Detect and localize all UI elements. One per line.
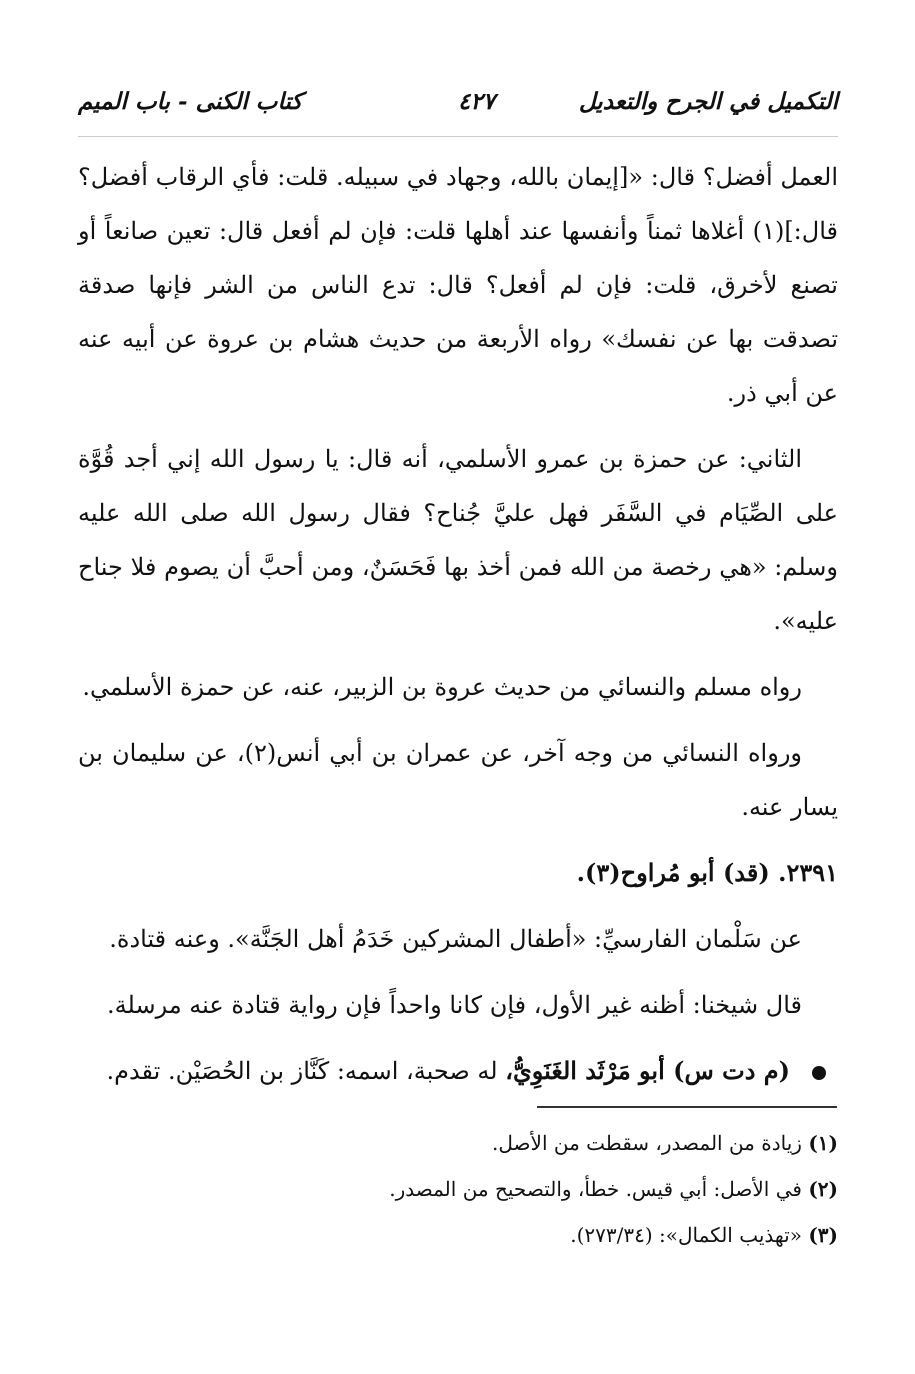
footnotes [78, 1120, 838, 1258]
header-section-title: كتاب الكنى - باب الميم [78, 88, 303, 115]
footnote-number: (٣) [808, 1223, 838, 1247]
paragraph-narration-muslim: رواه مسلم والنسائي من حديث عروة بن الزبير، عنه، عن حمزة الأسلمي. [82, 673, 802, 701]
main-text [78, 150, 838, 1110]
footnote-number: (١) [808, 1131, 838, 1155]
running-header [78, 88, 838, 128]
footnote-1 [78, 1120, 838, 1166]
header-divider [78, 136, 838, 137]
footnote-3 [78, 1212, 838, 1258]
bullet-entry [78, 1044, 838, 1098]
paragraph-second-hadith: الثاني: عن حمزة بن عمرو الأسلمي، أنه قال: يا رسول الله إني أجد قُوَّة على الصِّيَام في السَّفَر فهل عليَّ جُناح؟ فقال رسول الله صلى الله عليه وسلم: «هي رخصة من الله فمن أخذ بها فَحَسَنٌ، ومن أحبَّ أن يصوم فلا جناح عليه». [78, 445, 838, 635]
bullet-entry-title: (م دت س) أبو مَرْثَد الغَنَوِيُّ، [505, 1056, 790, 1085]
header-page-number: ٤٢٧ [458, 88, 496, 115]
paragraph-narration-nasai: ورواه النسائي من وجه آخر، عن عمران بن أبي أنس(٢)، عن سليمان بن يسار عنه. [78, 739, 838, 821]
bullet-dot-icon [812, 1066, 826, 1080]
paragraph-shaykh-comment: قال شيخنا: أظنه غير الأول، فإن كانا واحداً فإن رواية قتادة عنه مرسلة. [107, 991, 802, 1019]
paragraph-hadith-continuation: العمل أفضل؟ قال: «[إيمان بالله، وجهاد في سبيله. قلت: فأي الرقاب أفضل؟ قال:](١) أغلاها ثمناً وأنفسها عند أهلها قلت: فإن لم أفعل قال: تعين صانعاً أو تصنع لأخرق، قلت: فإن لم أفعل؟ قال: تدع الناس من الشر فإنها صدقة تصدقت بها عن نفسك» رواه الأربعة من حديث هشام بن عروة عن أبيه عنه عن أبي ذر. [78, 163, 838, 407]
footnote-text: في الأصل: أبي قيس. خطأ، والتصحيح من المصدر. [389, 1177, 809, 1201]
paragraph-salman: عن سَلْمان الفارسيِّ: «أطفال المشركين خَدَمُ أهل الجَنَّة». وعنه قتادة. [109, 925, 802, 953]
entry-heading: ٢٣٩١. (قد) أبو مُراوح(٣). [576, 858, 838, 887]
footnote-text: «تهذيب الكمال»: (٢٧٣/٣٤). [570, 1223, 809, 1247]
footnote-2 [78, 1166, 838, 1212]
footnote-number: (٢) [808, 1177, 838, 1201]
footnote-text: زيادة من المصدر، سقطت من الأصل. [492, 1131, 809, 1155]
footnote-divider [537, 1106, 837, 1108]
header-book-title: التكميل في الجرح والتعديل [578, 88, 838, 115]
bullet-entry-text: له صحبة، اسمه: كَنَّاز بن الحُصَيْن. تقدم. [106, 1057, 506, 1085]
